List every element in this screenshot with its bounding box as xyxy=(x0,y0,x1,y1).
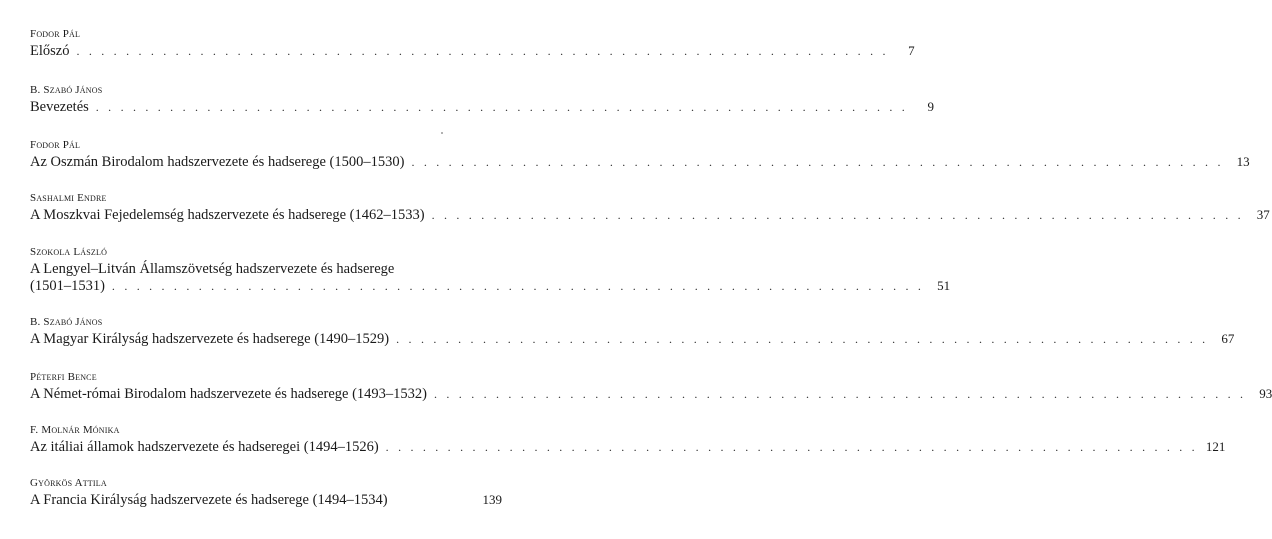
dot-leader: . . . . . . . . . . . . . . . . . . . . . . . . . . . . . . . . . . . . . . . . . . . . . . . . . . . . . . . . . . . . . . . . . . xyxy=(411,155,1224,169)
toc-line[interactable] xyxy=(30,491,502,509)
entry-title: Az itáliai államok hadszervezete és hadseregei (1494–1526) xyxy=(30,439,379,455)
scan-speck xyxy=(441,132,443,134)
entry-author: Szokola László xyxy=(30,246,108,258)
entry-title: A Francia Királyság hadszervezete és hadserege (1494–1534) xyxy=(30,492,388,508)
dot-leader: . . . . . . . . . . . . . . . . . . . . . . . . . . . . . . . . . . . . . . . . . . . . . . . . . . . . . . . . . . . . . . . . . . xyxy=(76,44,889,58)
dot-leader: . . . . . . . . . . . . . . . . . . . . . . . . . . . . . . . . . . . . . . . . . . . . . . . . . . . . . . . . . . . . . . . . . . xyxy=(385,440,1198,454)
entry-title: Előszó xyxy=(30,43,70,59)
toc-line[interactable] xyxy=(30,277,951,295)
page-number: 121 xyxy=(1205,439,1226,454)
entry-title-line1: A Lengyel–Litván Államszövetség hadszervezete és hadserege xyxy=(30,261,395,277)
entry-author: B. Szabó János xyxy=(30,84,103,96)
page-number: 7 xyxy=(908,43,915,58)
dot-leader: . . . . . . . . . . . . . . . . . . . . . . . . . . . . . . . . . . . . . . . . . . . . . . . . . . . . . . . . . . . . . . . . . . xyxy=(111,279,925,293)
page-number: 13 xyxy=(1236,154,1250,169)
entry-author: Fodor Pál xyxy=(30,28,81,40)
entry-author: Fodor Pál xyxy=(30,139,81,151)
dot-leader: . . . . . . . . . . . . . . . . . . . . . . . . . . . . . . . . . . . . . . . . . . . . . . . . . . . . . . . . . . . . . . . . . . xyxy=(434,387,1247,401)
entry-author: Györkös Attila xyxy=(30,477,107,489)
page-number: 67 xyxy=(1221,331,1235,346)
entry-title: Az Oszmán Birodalom hadszervezete és hadserege (1500–1530) xyxy=(30,154,405,170)
toc-line[interactable] xyxy=(30,42,915,60)
entry-title: (1501–1531) xyxy=(30,278,105,294)
toc-line[interactable] xyxy=(30,153,1250,171)
toc-line[interactable] xyxy=(30,385,1272,403)
toc-line[interactable] xyxy=(30,98,934,116)
toc-line[interactable] xyxy=(30,206,1270,224)
page-number: 9 xyxy=(927,99,934,114)
toc-line[interactable] xyxy=(30,438,1226,456)
entry-author: Péterfi Bence xyxy=(30,371,97,383)
entry-author: F. Molnár Mónika xyxy=(30,424,120,436)
page-number: 37 xyxy=(1256,207,1270,222)
toc-line-first[interactable] xyxy=(30,260,502,278)
dot-leader xyxy=(395,491,475,509)
page-number: 51 xyxy=(937,278,951,293)
dot-leader: . . . . . . . . . . . . . . . . . . . . . . . . . . . . . . . . . . . . . . . . . . . . . . . . . . . . . . . . . . . . . . . . . . xyxy=(431,208,1244,222)
page-number: 139 xyxy=(482,492,502,507)
entry-title: A Moszkvai Fejedelemség hadszervezete és hadserege (1462–1533) xyxy=(30,207,425,223)
entry-author: B. Szabó János xyxy=(30,316,103,328)
entry-title: Bevezetés xyxy=(30,99,89,115)
page-number: 93 xyxy=(1259,386,1272,401)
entry-title: A Magyar Királyság hadszervezete és hadserege (1490–1529) xyxy=(30,331,390,347)
dot-leader: . . . . . . . . . . . . . . . . . . . . . . . . . . . . . . . . . . . . . . . . . . . . . . . . . . . . . . . . . . . . . . . . . . xyxy=(396,332,1209,346)
dot-leader: . . . . . . . . . . . . . . . . . . . . . . . . . . . . . . . . . . . . . . . . . . . . . . . . . . . . . . . . . . . . . . . . . . xyxy=(95,100,908,114)
entry-author: Sashalmi Endre xyxy=(30,192,107,204)
entry-title: A Német-római Birodalom hadszervezete és hadserege (1493–1532) xyxy=(30,386,427,402)
toc-line[interactable] xyxy=(30,330,1235,348)
